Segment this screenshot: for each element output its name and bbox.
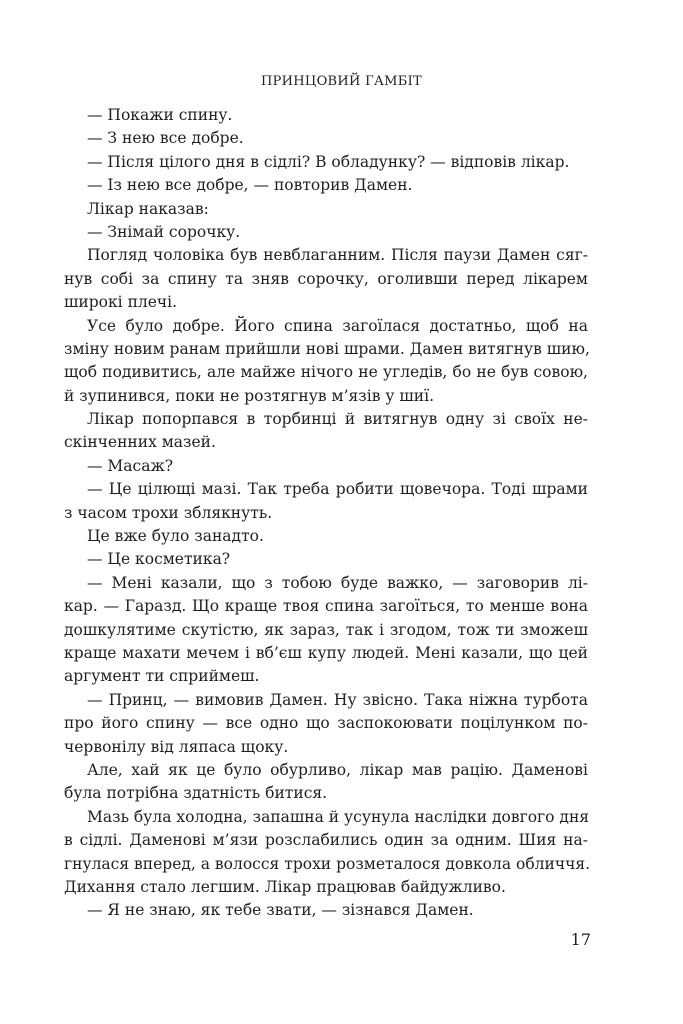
text-line: Але, хай як це було обурливо, лікар мав рацію. Даменові <box>87 760 588 779</box>
text-line: — Із нею все добре, — повторив Дамен. <box>87 176 413 195</box>
text-line: була потрібна здатність битися. <box>64 784 328 803</box>
text-line: — Покажи спину. <box>87 106 233 124</box>
text-line: — Я не знаю, як тебе звати, — зізнався Дамен. <box>87 901 474 920</box>
text-line: — Масаж? <box>87 456 174 475</box>
text-line: — Це цілющі мазі. Так треба робити щовечора. Тоді шрами <box>87 480 588 499</box>
text-line: краще махати мечем і вб’єш купу людей. Мені казали, що цей <box>64 643 588 662</box>
text-line: — Мені казали, що з тобою буде важко, — заговорив лі- <box>87 573 588 592</box>
text-line: кар. — Гаразд. Що краще твоя спина загоїться, то менше вона <box>64 597 588 616</box>
text-line: Погляд чоловіка був невблаганним. Після паузи Дамен сяг- <box>87 246 588 265</box>
text-line: Мазь була холодна, запашна й усунула наслідки довгого дня <box>87 807 590 826</box>
text-line: щоб подивитись, але майже нічого не угледів, бо не був совою, <box>64 363 588 382</box>
text-line: гнулася вперед, а волосся трохи розметалося довкола обличчя. <box>64 854 591 873</box>
text-line: Усе було добре. Його спина загоїлася достатньо, щоб на <box>87 316 588 335</box>
text-line: зміну новим ранам прийшли нові шрами. Дамен витягнув шию, <box>64 339 590 358</box>
running-header: ПРИНЦОВИЙ ГАМБІТ <box>260 74 423 89</box>
body-text <box>64 104 591 923</box>
text-line: — Знімай сорочку. <box>87 222 241 241</box>
text-line: — З нею все добре. <box>87 129 244 148</box>
text-line: широкі плечі. <box>64 293 178 312</box>
text-line: Дихання стало легшим. Лікар працював байдужливо. <box>64 877 506 896</box>
text-line: дошкулятиме скутістю, як зараз, так і згодом, тож ти зможеш <box>64 620 588 639</box>
text-line: скінченних мазей. <box>64 433 216 452</box>
text-line: про його спину — все одно що заспокоювати поцілунком по- <box>64 714 588 733</box>
text-line: й зупинився, поки не розтягнув м’язів у шиї. <box>64 386 435 405</box>
text-line: Лікар попорпався в торбинці й витягнув одну зі своїх не- <box>87 410 588 429</box>
text-line: Це вже було занадто. <box>87 527 264 546</box>
text-line: аргумент ти сприймеш. <box>64 667 260 686</box>
text-line: нув собі за спину та зняв сорочку, оголивши перед лікарем <box>64 269 588 288</box>
text-line: з часом трохи зблякнуть. <box>64 503 273 522</box>
text-line: червонілу від ляпаса щоку. <box>64 737 289 756</box>
text-line: — Принц, — вимовив Дамен. Ну звісно. Така ніжна турбота <box>87 690 588 709</box>
page-number: 17 <box>570 930 591 949</box>
text-line: — Після цілого дня в сідлі? В обладунку? — відповів лікар. <box>87 152 570 171</box>
text-line: в сідлі. Даменові м’язи розслабились один за одним. Шия на- <box>64 831 588 850</box>
text-line: Лікар наказав: <box>87 199 209 218</box>
text-line: — Це косметика? <box>87 550 231 569</box>
